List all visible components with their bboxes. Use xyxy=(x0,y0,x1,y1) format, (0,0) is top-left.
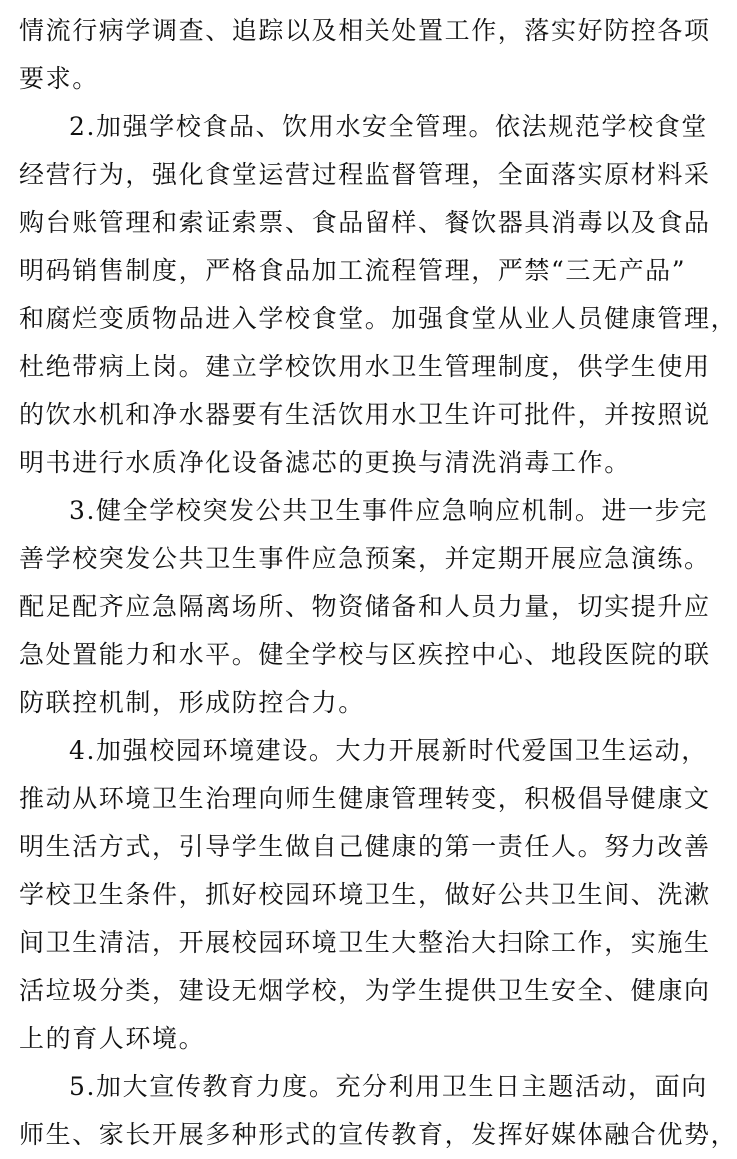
text-line: 明书进行水质净化设备滤芯的更换与清洗消毒工作。 xyxy=(19,448,631,477)
document-page xyxy=(0,7,737,1149)
paragraph-4-start: 4.加强校园环境建设。大力开展新时代爱国卫生运动， xyxy=(69,736,708,765)
paragraph-5-start: 5.加大宣传教育力度。充分利用卫生日主题活动，面向 xyxy=(69,1072,708,1101)
text-line: 师生、家长开展多种形式的宣传教育，发挥好媒体融合优势， xyxy=(19,1120,737,1149)
text-line: 防联控机制，形成防控合力。 xyxy=(19,688,365,717)
text-line: 善学校突发公共卫生事件应急预案，并定期开展应急演练。 xyxy=(19,544,711,573)
text-line: 明生活方式，引导学生做自己健康的第一责任人。努力改善 xyxy=(19,832,711,861)
text-line: 购台账管理和索证索票、食品留样、餐饮器具消毒以及食品 xyxy=(19,208,711,237)
text-line: 间卫生清洁，开展校园环境卫生大整治大扫除工作，实施生 xyxy=(19,928,711,957)
text-line: 急处置能力和水平。健全学校与区疾控中心、地段医院的联 xyxy=(19,640,711,669)
text-line: 推动从环境卫生治理向师生健康管理转变，积极倡导健康文 xyxy=(19,784,711,813)
text-line: 的饮水机和净水器要有生活饮用水卫生许可批件，并按照说 xyxy=(19,400,711,429)
text-line: 活垃圾分类，建设无烟学校，为学生提供卫生安全、健康向 xyxy=(19,976,711,1005)
text-line: 上的育人环境。 xyxy=(19,1024,206,1053)
text-line: 经营行为，强化食堂运营过程监督管理，全面落实原材料采 xyxy=(19,160,711,189)
text-line: 和腐烂变质物品进入学校食堂。加强食堂从业人员健康管理， xyxy=(19,304,737,333)
paragraph-2-start: 2.加强学校食品、饮用水安全管理。依法规范学校食堂 xyxy=(69,112,708,141)
text-line: 学校卫生条件，抓好校园环境卫生，做好公共卫生间、洗漱 xyxy=(19,880,711,909)
text-line: 情流行病学调查、追踪以及相关处置工作，落实好防控各项 xyxy=(19,16,711,45)
paragraph-3-start: 3.健全学校突发公共卫生事件应急响应机制。进一步完 xyxy=(69,496,708,525)
text-line: 杜绝带病上岗。建立学校饮用水卫生管理制度，供学生使用 xyxy=(19,352,711,381)
text-line: 要求。 xyxy=(19,64,99,93)
text-line: 配足配齐应急隔离场所、物资储备和人员力量，切实提升应 xyxy=(19,592,711,621)
text-line: 明码销售制度，严格食品加工流程管理，严禁“三无产品” xyxy=(19,256,687,285)
